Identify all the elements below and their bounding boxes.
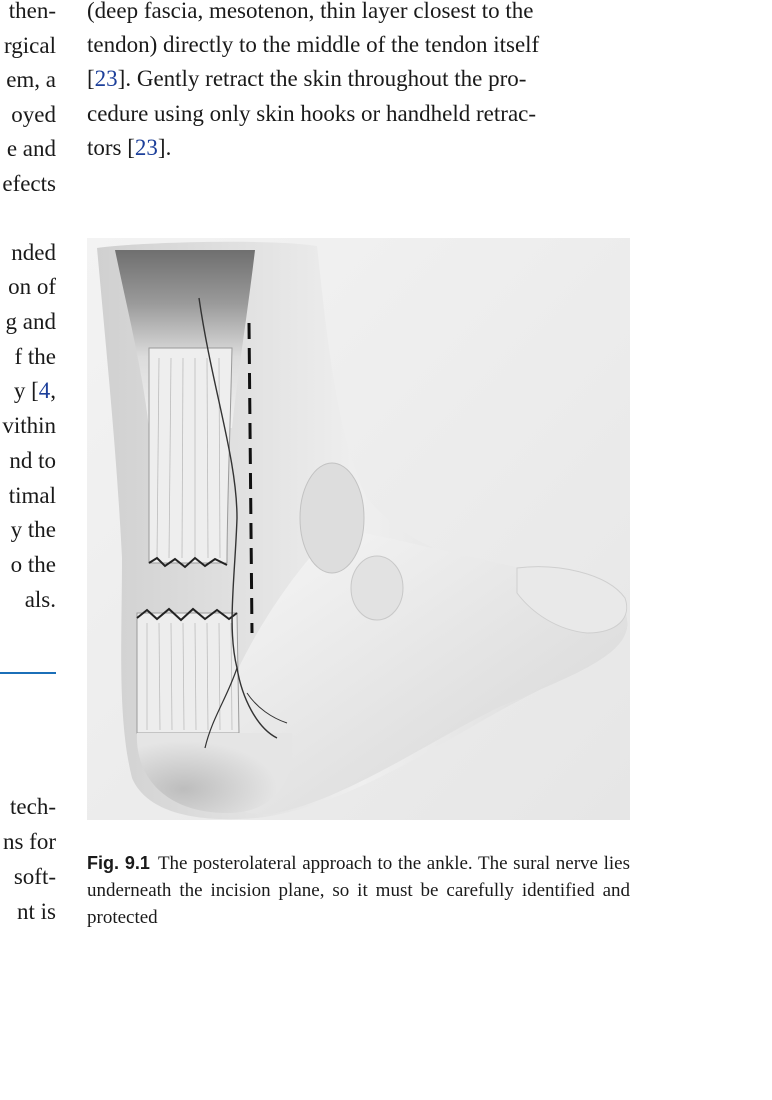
left-fragment: y the [10, 517, 56, 542]
citation-link[interactable]: 23 [94, 66, 118, 91]
citation-link[interactable]: 4 [38, 378, 51, 403]
body-text-span: ]. Gently retract the skin throughout the pro- [117, 66, 527, 91]
figure-caption [87, 850, 630, 931]
section-divider [0, 672, 56, 674]
left-fragment: rgical [4, 33, 56, 58]
left-fragment: tech- [10, 794, 56, 819]
left-fragment: efects [2, 171, 56, 196]
body-text-span: [ [87, 66, 95, 91]
left-fragment: als. [24, 587, 56, 612]
ankle-illustration [87, 238, 630, 820]
body-line: (deep fascia, mesotenon, thin layer closest to the [87, 0, 534, 23]
left-column-fragments [0, 0, 56, 1100]
body-text-span: ]. [157, 135, 172, 160]
left-fragment: o the [10, 552, 56, 577]
figure-caption-text: The posterolateral approach to the ankle. The sural nerve lies underneath the incision plane, so it must be carefully identified and protected [87, 853, 631, 928]
left-fragment: oyed [11, 102, 56, 127]
left-fragment: ns for [2, 829, 56, 854]
left-fragment: soft- [13, 864, 56, 889]
figure-label: Fig. 9.1 [87, 853, 150, 873]
left-fragment-post: , [50, 378, 56, 403]
left-fragment: g and [5, 309, 56, 334]
left-fragment: e and [6, 136, 56, 161]
body-line-with-citation [87, 134, 171, 162]
left-fragment: f the [14, 344, 56, 369]
left-fragment: nded [11, 240, 56, 265]
citation-link[interactable]: 23 [134, 135, 158, 160]
left-fragment: timal [8, 483, 56, 508]
body-line: cedure using only skin hooks or handheld retrac- [87, 101, 537, 126]
left-fragment: nd to [9, 448, 56, 473]
left-fragment: nt is [17, 899, 56, 924]
body-text-span: tors [ [87, 135, 135, 160]
left-fragment: em, a [6, 67, 56, 92]
left-fragment-pre: y [ [13, 378, 39, 403]
left-fragment-with-citation [14, 377, 56, 405]
body-line: tendon) directly to the middle of the tendon itself [87, 32, 540, 57]
left-fragment: vithin [2, 413, 56, 438]
left-fragment: on of [8, 274, 56, 299]
body-line-with-citation [87, 65, 526, 93]
left-fragment: then- [8, 0, 56, 23]
